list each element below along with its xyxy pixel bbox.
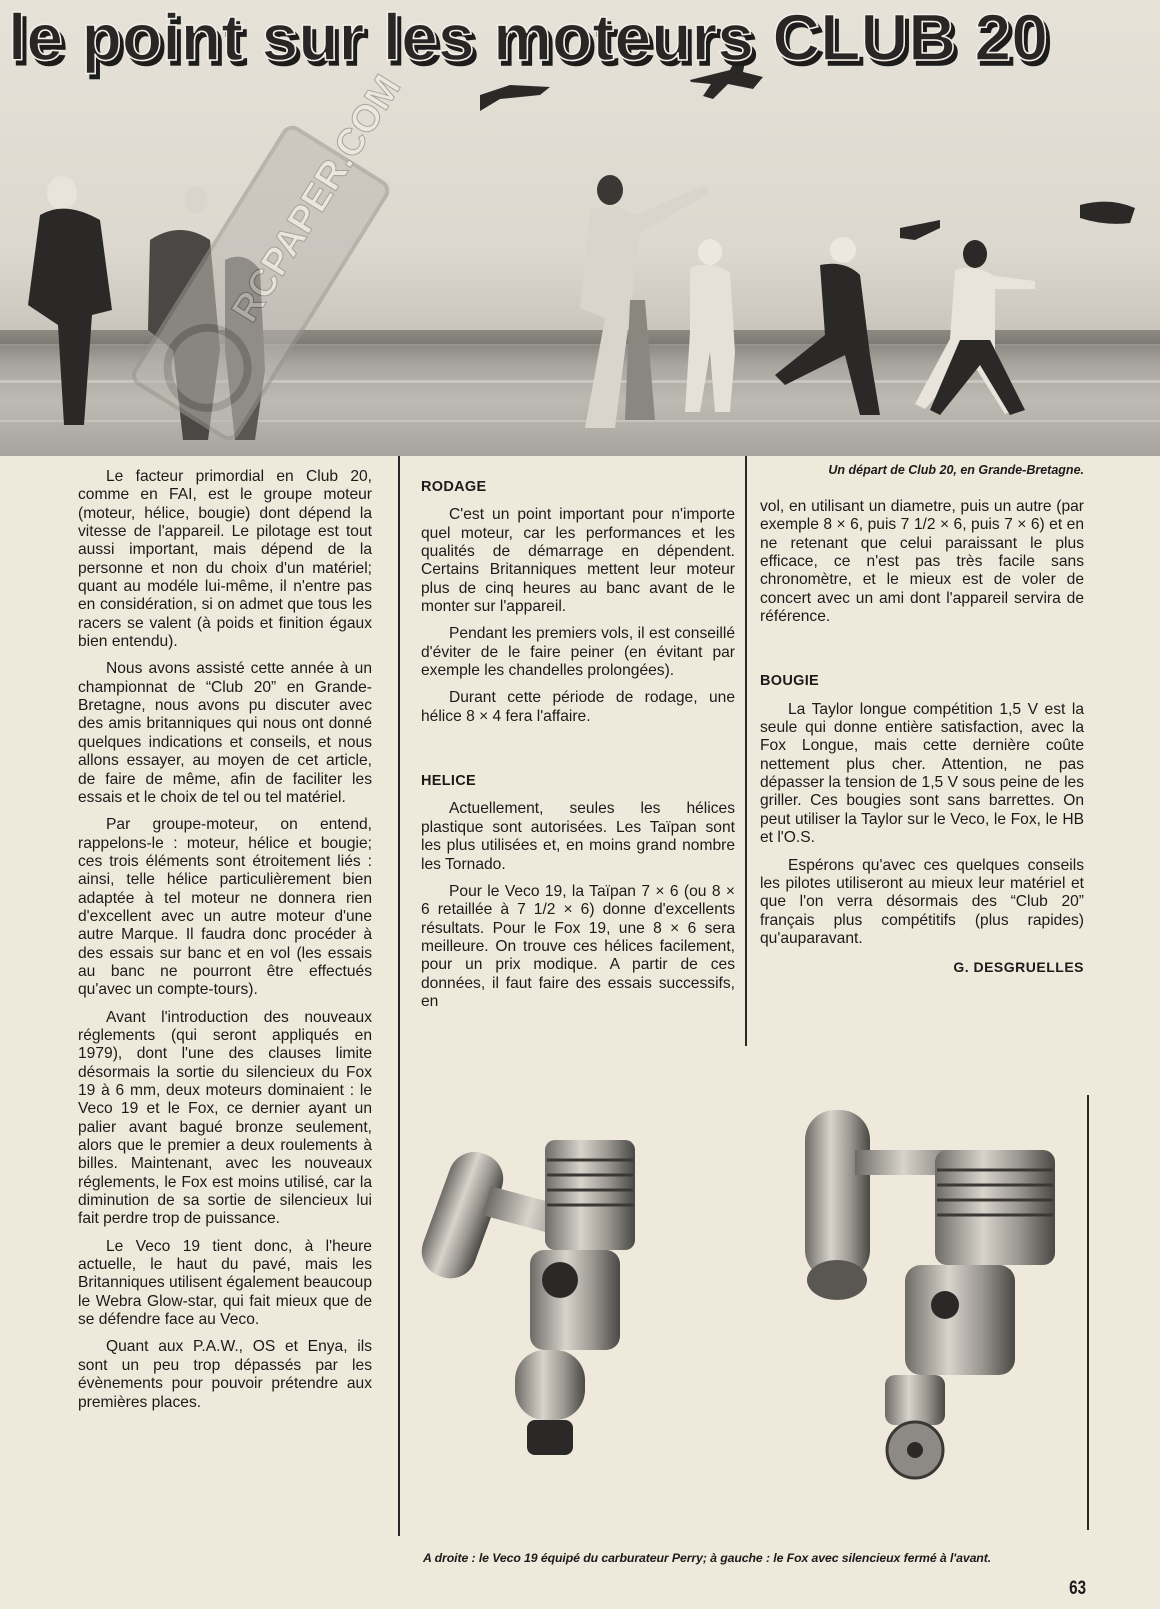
paragraph: Durant cette période de rodage, une hélice 8 × 4 fera l'affaire. (421, 689, 735, 725)
page-number: 63 (1069, 1578, 1087, 1599)
watermark-text: RCPAPER.COM (224, 68, 410, 330)
paragraph: La Taylor longue compétition 1,5 V est la seule qui donne entière satisfaction, avec la Fox Longue, mais cette dernière coûte nettement plus cher. Attention, ne pas dépasser la tension de 1,5 V sous peine de les griller. Ces bougies sont sans barrettes. On peut utiliser la Taylor sur le Veco, le Fox, le HB et l'O.S. (760, 700, 1084, 847)
column-divider (745, 456, 747, 1046)
section-heading-bougie: BOUGIE (760, 673, 819, 690)
engines-photo (415, 1090, 1085, 1535)
paragraph: C'est un point important pour n'importe quel moteur, car les performances et les qualités de démarrage en dépendent. Certains Britanniques mettent leur moteur plus de cinq heures au banc avant de le monter sur l'appareil. (421, 506, 735, 616)
paragraph: Pour le Veco 19, la Taïpan 7 × 6 (ou 8 × 6 retaillée à 7 1/2 × 6) donne d'excellents résultats. Pour le Fox 19, une 8 × 6 sera meilleure. On trouve ces hélices facilement, pour un prix modique. A partir de ces données, il faut faire des essais successifs, en (421, 882, 735, 1010)
paragraph: Pendant les premiers vols, il est conseillé d'éviter de le faire peiner (en évitant par exemple les chandelles prolongées). (421, 625, 735, 680)
paragraph: Avant l'introduction des nouveaux réglements (qui seront appliqués en 1979), dont l'une des clauses limite désormais la sortie du silencieux du Fox 19 à 6 mm, deux moteurs dominaient : le Veco 19 et le Fox, ce dernier ayant un palier avant bagué bronze seulement, alors que le premier a deux roulements à billes. Maintenant, avec les nouveaux réglements, le Fox est moins utilisé, car la diminution de sa sortie de silencieux lui fait perdre trop de puissance. (78, 1008, 372, 1228)
section-heading-helice: HELICE (421, 773, 476, 790)
column-divider (1087, 1095, 1089, 1530)
engines-illustration (415, 1090, 1085, 1535)
paragraph: Actuellement, seules les hélices plastique sont autorisées. Les Taïpan sont les plus utilisées et, en moins grand nombre les Tornado. (421, 800, 735, 873)
title-text: le point sur les moteurs CLUB 20 (8, 0, 1048, 74)
paragraph: vol, en utilisant un diametre, puis un autre (par exemple 8 × 6, puis 7 1/2 × 6, puis 7 × 6) et en ne retenant que celui paraissant le plus efficace, ce n'est pas très facile sans chronomètre, et le mieux est de voler de concert avec un ami dont l'appareil servira de référence. (760, 498, 1084, 626)
article-column-2 (421, 478, 735, 1020)
paragraph: Nous avons assisté cette année à un championnat de “Club 20” en Grande-Bretagne, nous avons pu discuter avec des amis britanniques qui nous ont donné quelques indications et conseils, et nous allons essayer, au moyen de cet article, de faire de même, afin de faciliter les essais et le choix de tel ou tel matériel. (78, 660, 372, 806)
photo-caption-bottom: A droite : le Veco 19 équipé du carburateur Perry; à gauche : le Fox avec silencieux fermé à l'avant. (423, 1551, 992, 1565)
column-divider (398, 456, 400, 1536)
paragraph: Par groupe-moteur, on entend, rappelons-le : moteur, hélice et bougie; ces trois éléments sont étroitement liés : ainsi, telle hélice particulièrement bien adaptée à tel moteur ne donnera rien d'excellent avec un autre moteur d'une autre Marque. Il faudra donc procéder à des essais sur banc et en vol (les essais au banc ne pourront être effectués qu'avec un compte-tours). (78, 816, 372, 999)
article-column-3 (760, 498, 1084, 976)
page-title (0, 0, 1070, 84)
article-column-1 (78, 468, 372, 1421)
paragraph: Le Veco 19 tient donc, à l'heure actuelle, le haut du pavé, mais les Britanniques utilisent également beaucoup le Webra Glow-star, qui fait mieux que de se défendre face au Veco. (78, 1237, 372, 1329)
paragraph: Quant aux P.A.W., OS et Enya, ils sont un peu trop dépassés par les évènements pour pouvoir prétendre aux premières places. (78, 1338, 372, 1411)
photo-caption-top: Un départ de Club 20, en Grande-Bretagne. (828, 463, 1084, 477)
author-signature: G. DESGRUELLES (953, 959, 1084, 976)
paragraph: Espérons qu'avec ces quelques conseils les pilotes utiliseront au mieux leur matériel et que l'on verra désormais des “Club 20” français plus compétitifs (plus rapides) qu'auparavant. (760, 856, 1084, 947)
paragraph: Le facteur primordial en Club 20, comme en FAI, est le groupe moteur (moteur, hélice, bougie) dont dépend la vitesse de l'appareil. Le pilotage est tout aussi important, mais dépend de la personne et non du choix d'un matériel; quant au modéle lui-même, il n'entre pas en considération, si on admet que tous les racers se valent (à poids et finition égaux bien entendu). (78, 468, 372, 651)
section-heading-rodage: RODAGE (421, 479, 487, 495)
veco-engine (805, 1110, 1055, 1478)
header-photo-club20-launch (0, 0, 1160, 456)
fox-engine (415, 1140, 635, 1455)
